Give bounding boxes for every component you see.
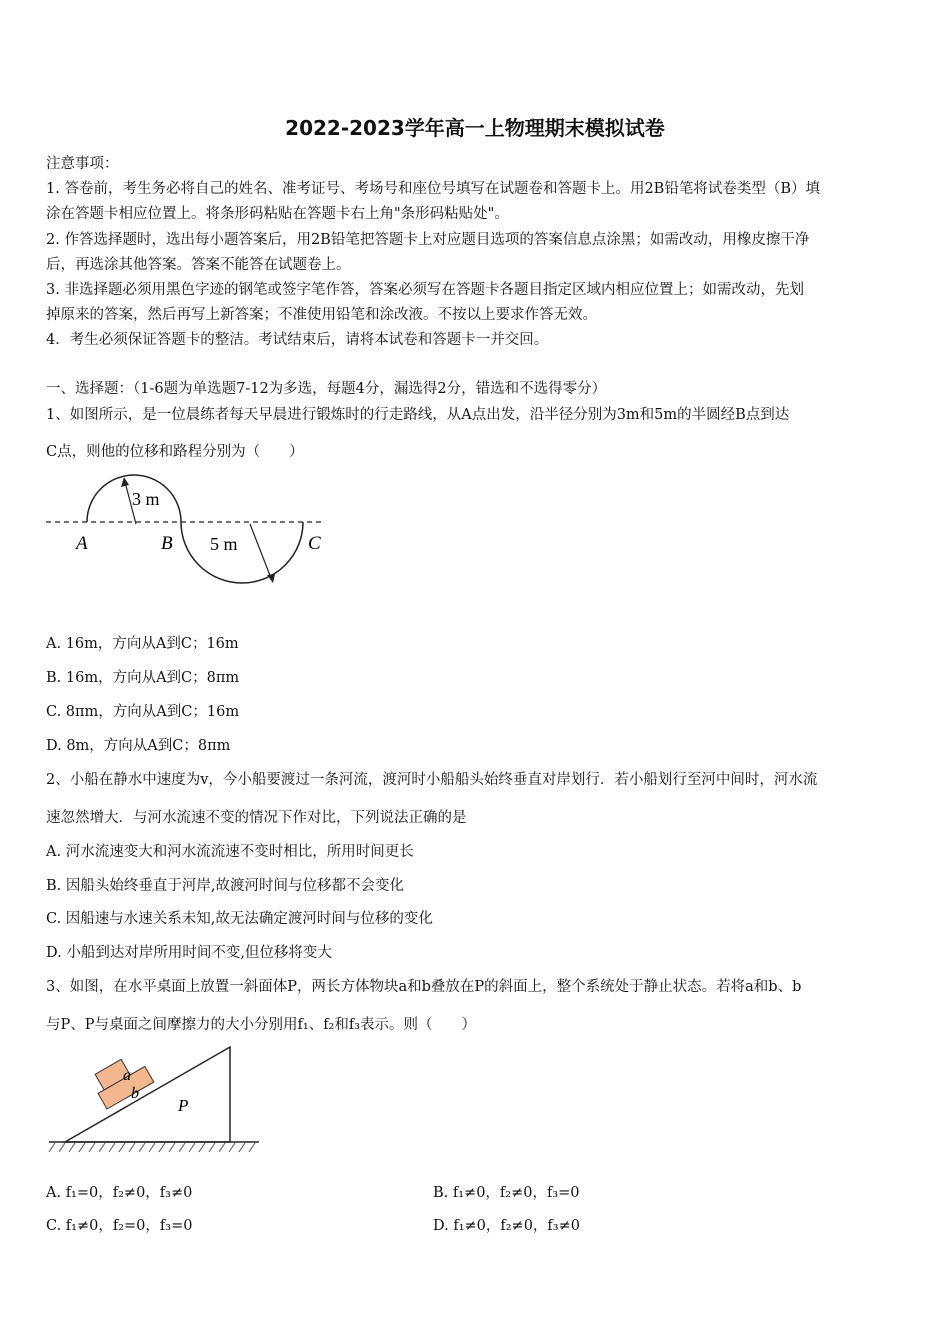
- q2-stem-line2: 速忽然增大．与河水流速不变的情况下作对比，下列说法正确的是: [46, 810, 467, 826]
- q1-stem-line2: C点，则他的位移和路程分别为（ ）: [46, 444, 304, 460]
- q1-path-figure: [40, 462, 340, 592]
- point-label-a: A: [76, 533, 88, 554]
- radius-label-3m: 3 m: [132, 489, 160, 509]
- block-label-a: a: [123, 1067, 131, 1084]
- q1-option-d: D. 8m，方向从A到C；8πm: [46, 738, 231, 754]
- notice-line: 1. 答卷前，考生务必将自己的姓名、准考证号、考场号和座位号填写在试题卷和答题卡上。用2B铅笔将试卷类型（B）填: [46, 181, 820, 197]
- point-label-c: C: [308, 533, 321, 554]
- q3-option-c: C. f₁≠0，f₂=0，f₃=0: [46, 1218, 193, 1234]
- q1-option-b: B. 16m，方向从A到C；8πm: [46, 670, 240, 686]
- notice-line: 后，再选涂其他答案。答案不能答在试题卷上。: [46, 257, 351, 273]
- notice-line: 2. 作答选择题时，选出每小题答案后，用2B铅笔把答题卡上对应题目选项的答案信息点涂黑；如需改动，用橡皮擦干净: [46, 232, 810, 248]
- q3-option-a: A. f₁=0，f₂≠0，f₃≠0: [46, 1185, 193, 1201]
- radius-label-5m: 5 m: [210, 534, 238, 554]
- q2-option-a: A. 河水流速变大和河水流流速不变时相比，所用时间更长: [46, 844, 414, 860]
- notice-heading: 注意事项：: [46, 156, 119, 172]
- q3-stem-line1: 3、如图，在水平桌面上放置一斜面体P，两长方体物块a和b叠放在P的斜面上，整个系统处于静止状态。若将a和b、b: [46, 979, 802, 995]
- q2-option-c: C. 因船速与水速关系未知,故无法确定渡河时间与位移的变化: [46, 911, 433, 927]
- q1-option-a: A. 16m，方向从A到C；16m: [46, 636, 239, 652]
- point-label-b: B: [161, 533, 173, 554]
- q3-option-d: D. f₁≠0，f₂≠0，f₃≠0: [433, 1218, 580, 1234]
- q2-option-d: D. 小船到达对岸所用时间不变,但位移将变大: [46, 945, 332, 961]
- notice-line: 4．考生必须保证答题卡的整洁。考试结束后，请将本试卷和答题卡一并交回。: [46, 332, 549, 348]
- page-title: 2022-2023学年高一上物理期末模拟试卷: [285, 116, 665, 140]
- block-label-b: b: [131, 1085, 139, 1102]
- section-heading: 一、选择题：（1-6题为单选题7-12为多选，每题4分，漏选得2分，错选和不选得零分）: [46, 381, 607, 397]
- q3-incline-figure: [45, 1042, 265, 1157]
- q3-stem-line2: 与P、P与桌面之间摩擦力的大小分别用f₁、f₂和f₃表示。则（ ）: [46, 1017, 477, 1033]
- q2-stem-line1: 2、小船在静水中速度为v，今小船要渡过一条河流，渡河时小船船头始终垂直对岸划行．若小船划行至河中间时，河水流: [46, 772, 818, 788]
- q1-option-c: C. 8πm，方向从A到C；16m: [46, 704, 240, 720]
- q3-option-b: B. f₁≠0，f₂≠0，f₃=0: [433, 1185, 580, 1201]
- q1-stem-line1: 1、如图所示，是一位晨练者每天早晨进行锻炼时的行走路线，从A点出发，沿半径分别为3m和5m的半圆经B点到达: [46, 407, 790, 423]
- incline-label-p: P: [178, 1096, 189, 1115]
- q2-option-b: B. 因船头始终垂直于河岸,故渡河时间与位移都不会变化: [46, 878, 404, 894]
- notice-line: 掉原来的答案，然后再写上新答案；不准使用铅笔和涂改液。不按以上要求作答无效。: [46, 307, 597, 323]
- notice-line: 涂在答题卡相应位置上。将条形码粘贴在答题卡右上角"条形码粘贴处"。: [46, 206, 509, 222]
- notice-line: 3. 非选择题必须用黑色字迹的钢笔或签字笔作答，答案必须写在答题卡各题目指定区域内相应位置上；如需改动，先划: [46, 282, 804, 298]
